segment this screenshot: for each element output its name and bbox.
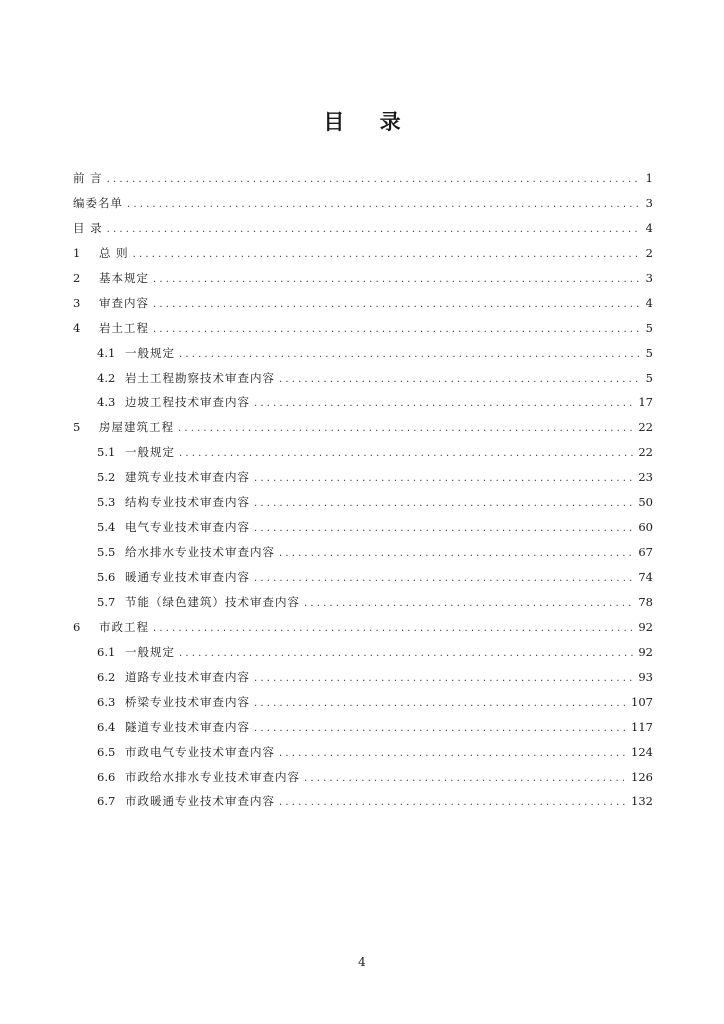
toc-entry-number: 3 <box>73 295 81 310</box>
toc-entry[interactable] <box>73 494 653 519</box>
toc-entry-label: 房屋建筑工程 <box>99 420 174 435</box>
toc-entry-page: 22 <box>638 420 653 435</box>
dot-leader <box>153 274 641 285</box>
toc-entry-label: 结构专业技术审查内容 <box>125 495 250 510</box>
toc-entry-label: 给水排水专业技术审查内容 <box>125 545 275 560</box>
toc-entry-label: 电气专业技术审查内容 <box>125 520 250 535</box>
toc-entry-label: 市政电气专业技术审查内容 <box>125 744 275 759</box>
toc-entry[interactable] <box>73 220 653 245</box>
toc-entry-page: 5 <box>645 370 653 385</box>
toc-entry-page: 5 <box>645 320 653 335</box>
toc-entry-number: 5.2 <box>97 470 116 485</box>
toc-entry-page: 22 <box>638 445 653 460</box>
toc-entry[interactable] <box>73 669 653 694</box>
toc-entry-label: 一般规定 <box>125 445 175 460</box>
toc-entry-number: 4.3 <box>97 395 116 410</box>
toc-entry-label: 边坡工程技术审查内容 <box>125 395 250 410</box>
toc-entry-page: 126 <box>631 769 653 784</box>
toc-entry-page: 1 <box>645 171 653 185</box>
table-of-contents <box>73 170 653 818</box>
toc-entry-label: 岩土工程 <box>99 320 149 335</box>
toc-entry[interactable] <box>73 345 653 370</box>
toc-entry[interactable] <box>73 544 653 569</box>
toc-entry-page: 5 <box>645 345 653 360</box>
dot-leader <box>254 723 627 734</box>
dot-leader <box>254 573 634 584</box>
toc-entry[interactable] <box>73 245 653 270</box>
toc-entry-page: 23 <box>638 470 653 485</box>
toc-entry-page: 3 <box>645 195 653 210</box>
toc-entry-page: 2 <box>645 245 653 260</box>
toc-entry-number: 5 <box>73 420 81 435</box>
toc-entry-page: 117 <box>631 719 653 734</box>
toc-entry-page: 132 <box>631 794 653 809</box>
toc-entry[interactable] <box>73 320 653 345</box>
toc-entry-number: 5.7 <box>97 594 116 609</box>
toc-entry-label: 市政工程 <box>99 619 149 634</box>
toc-entry-label: 暖通专业技术审查内容 <box>125 570 250 584</box>
toc-entry-number: 6.6 <box>97 769 116 784</box>
toc-entry-label: 市政给水排水专业技术审查内容 <box>125 769 300 784</box>
toc-entry-label: 基本规定 <box>99 270 149 285</box>
toc-entry[interactable] <box>73 619 653 644</box>
toc-entry[interactable] <box>73 644 653 669</box>
toc-entry-page: 92 <box>638 644 653 659</box>
toc-entry-number: 5.3 <box>97 495 116 510</box>
toc-entry-page: 93 <box>638 669 653 684</box>
toc-entry-page: 74 <box>638 570 653 584</box>
toc-entry-label: 节能（绿色建筑）技术审查内容 <box>125 594 300 609</box>
dot-leader <box>279 748 627 759</box>
dot-leader <box>279 548 634 559</box>
toc-entry-number: 4.1 <box>97 345 116 360</box>
toc-entry-page: 3 <box>645 270 653 285</box>
toc-entry-page: 92 <box>638 619 653 634</box>
dot-leader <box>107 224 641 235</box>
dot-leader <box>279 374 641 385</box>
toc-entry[interactable] <box>73 170 653 195</box>
dot-leader <box>254 523 634 534</box>
dot-leader <box>254 673 634 684</box>
toc-entry-label: 岩土工程勘察技术审查内容 <box>125 370 275 385</box>
dot-leader <box>133 249 641 260</box>
toc-entry-number: 5.4 <box>97 520 116 535</box>
toc-entry-label: 道路专业技术审查内容 <box>125 669 250 684</box>
toc-entry-number: 2 <box>73 270 81 285</box>
toc-entry-label: 一般规定 <box>125 644 175 659</box>
dot-leader <box>153 324 641 335</box>
toc-entry[interactable] <box>73 419 653 444</box>
toc-entry-page: 60 <box>638 520 653 535</box>
dot-leader <box>304 773 627 784</box>
toc-entry[interactable] <box>73 694 653 719</box>
toc-entry-number: 6.7 <box>97 794 116 809</box>
toc-entry[interactable] <box>73 195 653 220</box>
toc-entry-label: 总 则 <box>99 245 129 260</box>
toc-entry[interactable] <box>73 270 653 295</box>
toc-entry-page: 4 <box>645 295 653 310</box>
toc-entry-label: 一般规定 <box>125 345 175 360</box>
toc-entry-page: 107 <box>631 694 653 709</box>
toc-entry-number: 5.5 <box>97 545 116 560</box>
toc-entry-number: 5.1 <box>97 445 116 460</box>
toc-entry-number: 6.1 <box>97 644 116 659</box>
toc-entry-label: 建筑专业技术审查内容 <box>125 470 250 485</box>
toc-entry[interactable] <box>73 569 653 594</box>
toc-entry[interactable] <box>73 769 653 794</box>
dot-leader <box>179 448 634 459</box>
page-number: 4 <box>358 955 366 969</box>
toc-entry[interactable] <box>73 444 653 469</box>
toc-entry[interactable] <box>73 594 653 619</box>
dot-leader <box>304 598 634 609</box>
toc-entry-number: 6.5 <box>97 744 116 759</box>
toc-entry-number: 5.6 <box>97 570 116 584</box>
toc-entry-label: 隧道专业技术审查内容 <box>125 719 250 734</box>
toc-entry-page: 17 <box>638 395 653 410</box>
toc-entry-label: 前 言 <box>73 171 103 185</box>
dot-leader <box>153 299 641 310</box>
dot-leader <box>254 473 634 484</box>
dot-leader <box>107 174 641 185</box>
page-title: 目 录 <box>323 109 415 134</box>
toc-entry[interactable] <box>73 394 653 419</box>
dot-leader <box>179 648 634 659</box>
toc-entry-label: 审查内容 <box>99 295 149 310</box>
toc-entry[interactable] <box>73 719 653 744</box>
toc-entry-page: 78 <box>638 594 653 609</box>
dot-leader <box>127 199 641 210</box>
dot-leader <box>178 423 634 434</box>
toc-entry-label: 市政暖通专业技术审查内容 <box>125 794 275 809</box>
toc-entry-number: 6.3 <box>97 694 116 709</box>
toc-entry-label: 桥梁专业技术审查内容 <box>125 694 250 709</box>
toc-entry-number: 6.4 <box>97 719 116 734</box>
dot-leader <box>179 349 641 360</box>
toc-entry-label: 编委名单 <box>73 195 123 210</box>
toc-entry-number: 6.2 <box>97 669 116 684</box>
toc-entry-number: 1 <box>73 245 81 260</box>
toc-entry[interactable] <box>73 793 653 818</box>
toc-entry-label: 目 录 <box>73 220 103 235</box>
dot-leader <box>254 398 634 409</box>
toc-entry[interactable] <box>73 519 653 544</box>
toc-entry-number: 6 <box>73 619 81 634</box>
toc-entry-page: 67 <box>638 545 653 560</box>
toc-entry-number: 4 <box>73 320 81 335</box>
toc-entry-page: 124 <box>631 744 653 759</box>
toc-entry[interactable] <box>73 469 653 494</box>
toc-entry[interactable] <box>73 295 653 320</box>
toc-entry[interactable] <box>73 744 653 769</box>
toc-entry-page: 4 <box>645 220 653 235</box>
dot-leader <box>254 498 634 509</box>
toc-entry-number: 4.2 <box>97 370 116 385</box>
dot-leader <box>279 797 627 808</box>
toc-entry-page: 50 <box>638 495 653 510</box>
toc-entry[interactable] <box>73 370 653 395</box>
dot-leader <box>153 623 634 634</box>
dot-leader <box>254 698 627 709</box>
